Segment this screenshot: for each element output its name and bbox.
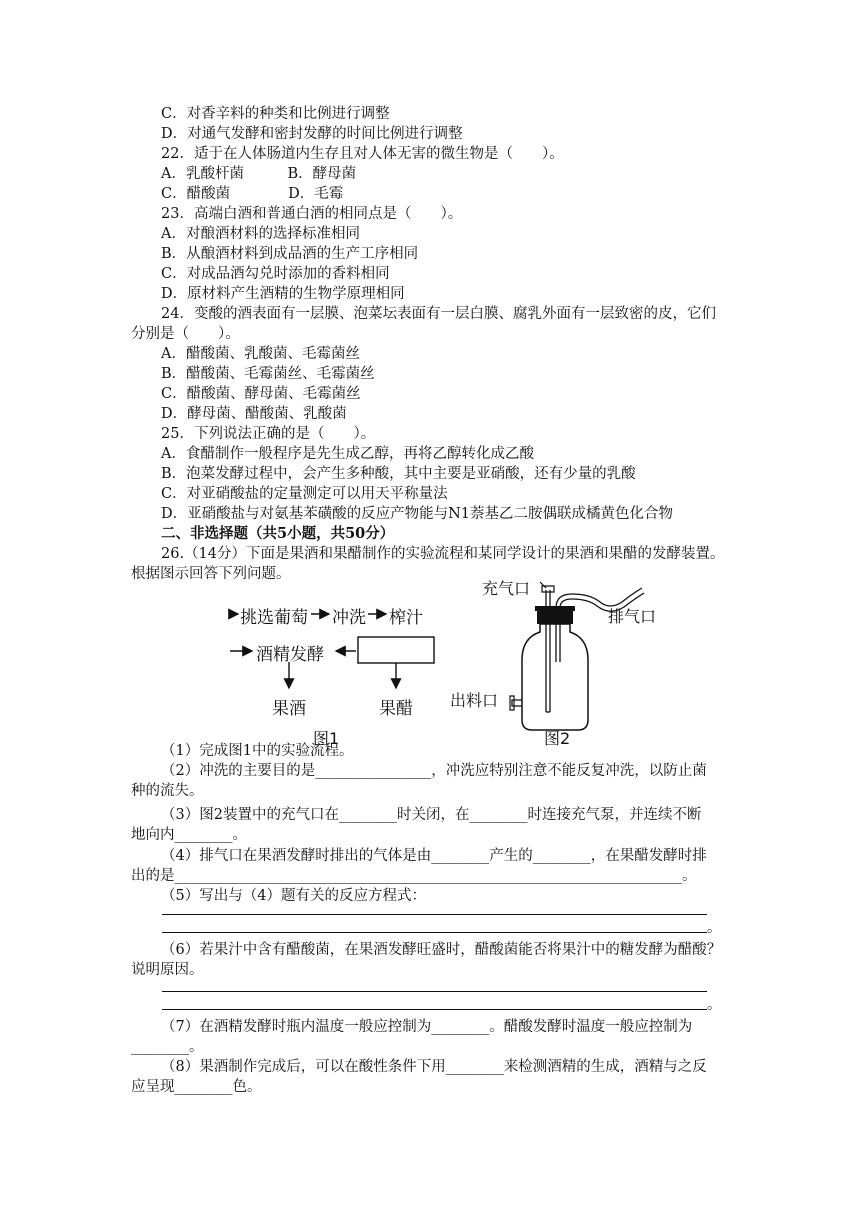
subquestion-4-cont: 出的是______________________________________________________________________。 <box>131 868 697 884</box>
question-25: 25．下列说法正确的是（ ）。 <box>161 426 376 442</box>
fermentation-bottle <box>450 572 700 752</box>
subquestion-7: （7）在酒精发酵时瓶内温度一般应控制为________。醋酸发酵时温度一般应控制为 <box>161 1019 693 1035</box>
subquestion-2-cont: 种的流失。 <box>131 783 204 799</box>
flow-output-wine: 果酒 <box>272 699 306 719</box>
question-24-cont: 分别是（ ）。 <box>131 326 240 342</box>
option-line: B．从酿酒材料到成品酒的生产工序相同 <box>161 246 419 262</box>
option-line: C．对香辛料的种类和比例进行调整 <box>161 106 390 122</box>
subquestion-3: （3）图2装置中的充气口在________时关闭，在________时连接充气泵，并连续不断 <box>161 807 702 823</box>
option-line: B．醋酸菌、毛霉菌丝、毛霉菌丝 <box>161 366 375 382</box>
option-line: C．醋酸菌、酵母菌、毛霉菌丝 <box>161 386 361 402</box>
option-line: D．对通气发酵和密封发酵的时间比例进行调整 <box>161 126 463 142</box>
option-line: D．酵母菌、醋酸菌、乳酸菌 <box>161 406 347 422</box>
subquestion-1: （1）完成图1中的实验流程。 <box>161 743 354 759</box>
subquestion-3-cont: 地向内________。 <box>131 827 247 843</box>
option-line: A．食醋制作一般程序是先生成乙醇，再将乙醇转化成乙酸 <box>161 446 534 462</box>
subquestion-8: （8）果酒制作完成后，可以在酸性条件下用________来检测酒精的生成，酒精与之反 <box>161 1059 707 1075</box>
figure-2-caption: 图2 <box>544 729 571 748</box>
answer-line <box>162 1009 707 1010</box>
question-23: 23．高端白酒和普通白酒的相同点是（ ）。 <box>161 206 463 222</box>
subquestion-7-cont: ________。 <box>131 1039 204 1055</box>
subquestion-8-cont: 应呈现________色。 <box>131 1079 262 1095</box>
option-line: B．泡菜发酵过程中，会产生多种酸，其中主要是亚硝酸，还有少量的乳酸 <box>161 466 636 482</box>
subquestion-6: （6）若果汁中含有醋酸菌，在果酒发酵旺盛时，醋酸菌能否将果汁中的糖发酵为醋酸？ <box>161 942 722 958</box>
question-26-cont: 根据图示回答下列问题。 <box>131 566 291 582</box>
subquestion-5: （5）写出与（4）题有关的反应方程式： <box>161 888 426 904</box>
flow-step-select-grapes: 挑选葡萄 <box>240 608 308 628</box>
option-line: D．亚硝酸盐与对氨基苯磺酸的反应产物能与N1萘基乙二胺偶联成橘黄色化合物 <box>161 506 674 522</box>
subquestion-4: （4）排气口在果酒发酵时排出的气体是由________产生的________，在果醋发酵时排 <box>161 848 707 864</box>
figure-1-caption: 图1 <box>313 729 340 748</box>
question-22: 22．适于在人体肠道内生存且对人体无害的微生物是（ ）。 <box>161 146 564 162</box>
label-inlet: 充气口 <box>482 579 531 598</box>
option-line: C．对亚硝酸盐的定量测定可以用天平称量法 <box>161 486 448 502</box>
section-heading: 二、非选择题（共5小题，共50分） <box>161 525 395 542</box>
label-exhaust: 排气口 <box>608 607 657 626</box>
option-line: A．对酿酒材料的选择标准相同 <box>161 226 360 242</box>
subquestion-6-cont: 说明原因。 <box>131 962 204 978</box>
question-26: 26.（14分）下面是果酒和果醋制作的实验流程和某同学设计的果酒和果醋的发酵装置。 <box>161 546 725 562</box>
answer-line <box>162 991 707 992</box>
option-line: A．乳酸杆菌 B．酵母菌 <box>161 166 357 182</box>
flow-step-alcohol-fermentation: 酒精发酵 <box>256 645 324 665</box>
flow-step-juice: 榨汁 <box>389 608 423 628</box>
flow-step-rinse: 冲洗 <box>332 608 366 628</box>
option-line: C．醋酸菌 D．毛霉 <box>161 186 344 202</box>
period: 。 <box>707 920 722 936</box>
option-line: C．对成品酒勾兑时添加的香料相同 <box>161 266 390 282</box>
answer-line <box>162 932 707 933</box>
answer-line <box>162 914 707 915</box>
option-line: D．原材料产生酒精的生物学原理相同 <box>161 286 405 302</box>
figure-1 <box>228 590 448 760</box>
period: 。 <box>707 997 722 1013</box>
option-line: A．醋酸菌、乳酸菌、毛霉菌丝 <box>161 346 360 362</box>
figure-2 <box>450 572 700 752</box>
question-24: 24．变酸的酒表面有一层膜、泡菜坛表面有一层白膜、腐乳外面有一层致密的皮，它们 <box>161 306 716 322</box>
flow-output-vinegar: 果醋 <box>379 699 413 719</box>
label-outlet: 出料口 <box>450 691 499 710</box>
subquestion-2: （2）冲洗的主要目的是________________，冲洗应特别注意不能反复冲洗，以防止菌 <box>161 763 707 779</box>
